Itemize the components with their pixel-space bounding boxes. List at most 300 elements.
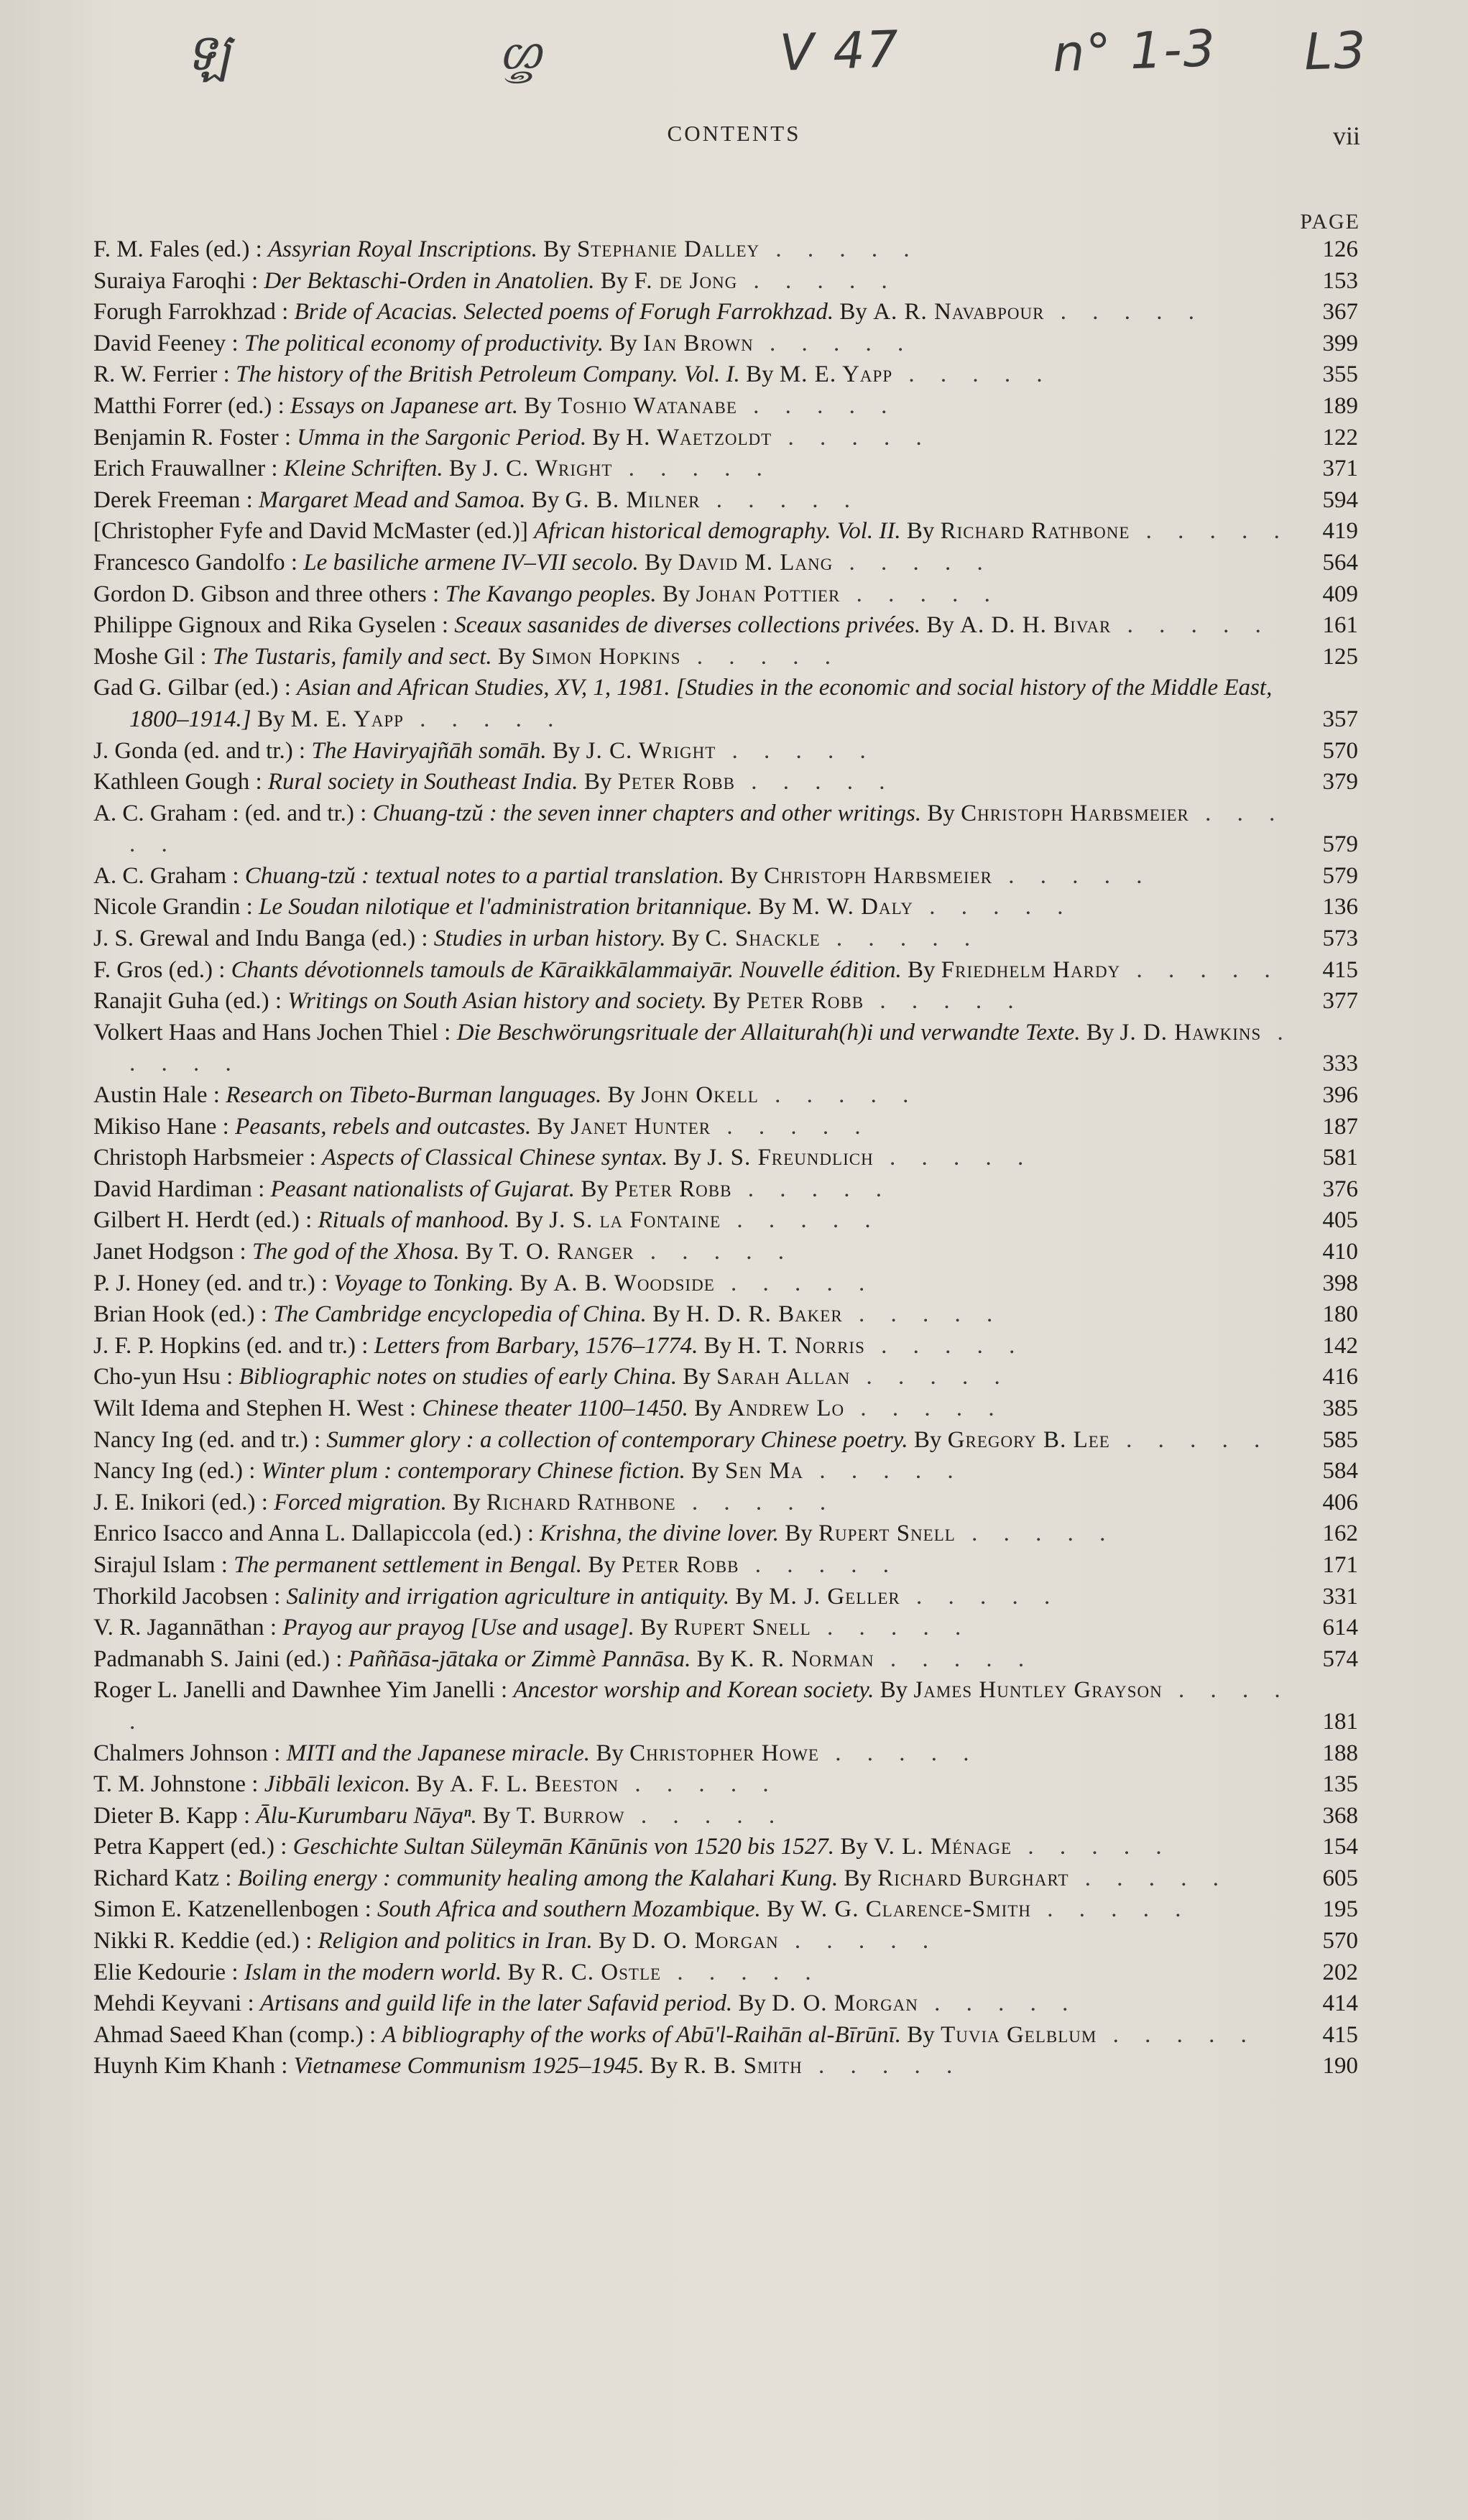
entry-reviewer: C. Shackle (705, 926, 821, 952)
entry-page-number: 416 (1322, 1364, 1358, 1390)
entry-reviewer: Sarah Allan (716, 1364, 851, 1390)
entry-author: David Hardiman : (93, 1176, 265, 1202)
entry-text (93, 1518, 1301, 1550)
entry-reviewer: Ian Brown (642, 330, 754, 356)
entry-reviewer: W. G. Clarence-Smith (800, 1896, 1031, 1923)
entry-text (93, 955, 1301, 987)
leader-dots: . . . . . (864, 988, 1024, 1015)
entry-text (93, 1205, 1301, 1237)
entry-reviewer: J. C. Wright (586, 737, 716, 764)
leader-dots: . . . . . (900, 1583, 1061, 1610)
entry-text (93, 1456, 1301, 1487)
entry-title: Salinity and irrigation agriculture in antiquity. (286, 1583, 730, 1610)
entry-reviewer: Toshio Watanabe (558, 392, 737, 419)
entry-page-number: 376 (1322, 1176, 1358, 1202)
contents-entry (93, 1582, 1358, 1613)
contents-entry (93, 1550, 1358, 1582)
entry-reviewer: Gregory B. Lee (947, 1426, 1110, 1453)
entry-text (93, 1425, 1301, 1457)
entry-author: Gordon D. Gibson and three others : (93, 581, 440, 607)
entry-text (93, 861, 1301, 892)
contents-entry (93, 1832, 1358, 1863)
entry-text (93, 892, 1301, 923)
entry-page-number: 605 (1322, 1865, 1358, 1891)
entry-page-number: 579 (1322, 831, 1358, 858)
leader-dots: . . . . . (129, 800, 1285, 858)
entry-by: By (927, 800, 955, 826)
contents-entry (93, 1769, 1358, 1801)
entry-reviewer: Sen Ma (724, 1458, 804, 1485)
leader-dots: . . . . . (1109, 1426, 1270, 1453)
leader-dots: . . . . . (913, 894, 1074, 920)
entry-reviewer: K. R. Norman (730, 1646, 874, 1672)
leader-dots: . . . . . (1111, 612, 1271, 639)
entry-reviewer: Richard Rathbone (486, 1489, 676, 1515)
entry-page-number: 331 (1322, 1583, 1358, 1610)
entry-text (93, 328, 1301, 360)
entry-page-number: 379 (1322, 769, 1358, 795)
entry-text (93, 1926, 1301, 1957)
handwritten-note-5: L3 (1303, 20, 1368, 82)
entry-reviewer: A. D. H. Bivar (960, 612, 1112, 639)
contents-entry (93, 391, 1358, 423)
entry-author: Philippe Gignoux and Rika Gyselen : (93, 612, 449, 639)
contents-entry (93, 548, 1358, 579)
entry-author: Padmanabh S. Jaini (ed.) : (93, 1646, 343, 1672)
entry-by: By (662, 581, 691, 607)
entry-text (93, 1362, 1301, 1393)
leader-dots: . . . . . (758, 1082, 919, 1109)
entry-reviewer: Richard Rathbone (940, 518, 1130, 545)
leader-dots: . . . . . (874, 1646, 1035, 1672)
leader-dots: . . . . . (711, 1113, 871, 1140)
entry-author: F. M. Fales (ed.) : (93, 236, 262, 262)
entry-title: Winter plum : contemporary Chinese fiction. (261, 1458, 685, 1485)
entry-author: Ahmad Saeed Khan (comp.) : (93, 2021, 377, 2048)
contents-entry (93, 1957, 1358, 1989)
page-number: vii (1332, 121, 1360, 150)
entry-page-number: 154 (1322, 1834, 1358, 1860)
contents-entry (93, 861, 1358, 892)
entry-by: By (583, 769, 612, 795)
entry-page-number: 142 (1322, 1332, 1358, 1359)
contents-entry (93, 1988, 1358, 2020)
contents-entry (93, 1675, 1358, 1737)
entry-text (93, 359, 1301, 391)
entry-author: J. F. P. Hopkins (ed. and tr.) : (93, 1332, 369, 1359)
entry-by: By (453, 1489, 481, 1515)
entry-title: Chuang-tzŭ : the seven inner chapters and other writings. (372, 800, 922, 826)
entry-text (93, 453, 1301, 485)
entry-title: Paññāsa-jātaka or Zimmè Pannāsa. (348, 1646, 691, 1672)
entry-text (93, 1331, 1301, 1362)
contents-entry (93, 1237, 1358, 1268)
entry-text (93, 767, 1301, 798)
entry-author: Elie Kedourie : (93, 1959, 239, 1985)
contents-entry (93, 453, 1358, 485)
contents-entry (93, 767, 1358, 798)
entry-author: Brian Hook (ed.) : (93, 1301, 267, 1328)
entry-title: Jibbāli lexicon. (264, 1771, 411, 1798)
contents-entry (93, 1518, 1358, 1550)
entry-page-number: 579 (1322, 862, 1358, 889)
handwritten-note-3: V 47 (778, 19, 901, 83)
entry-by: By (907, 2021, 935, 2048)
leader-dots: . . . . . (833, 549, 993, 576)
contents-entry (93, 923, 1358, 955)
entry-reviewer: J. S. la Fontaine (549, 1207, 721, 1234)
entry-title: Peasant nationalists of Gujarat. (270, 1176, 576, 1202)
entry-by: By (416, 1771, 444, 1798)
entry-reviewer: Rupert Snell (818, 1520, 956, 1547)
leader-dots: . . . . . (820, 926, 981, 952)
contents-entry (93, 1362, 1358, 1393)
entry-page-number: 564 (1322, 549, 1358, 576)
entry-page-number: 594 (1322, 486, 1358, 513)
leader-dots: . . . . . (403, 706, 564, 732)
entry-text (93, 1174, 1301, 1206)
entry-author: Enrico Isacco and Anna L. Dallapiccola (ed.) : (93, 1520, 534, 1547)
leader-dots: . . . . . (661, 1959, 821, 1985)
entry-author: Nancy Ing (ed.) : (93, 1458, 256, 1485)
entry-reviewer: Simon Hopkins (531, 643, 681, 670)
entry-by: By (746, 361, 774, 388)
entry-by: By (552, 737, 581, 764)
entry-page-number: 122 (1322, 424, 1358, 451)
entry-title: The god of the Xhosa. (251, 1239, 460, 1265)
contents-entry (93, 359, 1358, 391)
entry-text (93, 1237, 1301, 1268)
leader-dots: . . . . . (714, 1270, 875, 1296)
leader-dots: . . . . . (873, 1145, 1034, 1171)
entry-author: R. W. Ferrier : (93, 361, 230, 388)
entry-text (93, 986, 1301, 1017)
entry-by: By (448, 456, 477, 482)
entry-title: Ālu-Kurumbaru Nāyaⁿ. (256, 1802, 477, 1829)
entry-author: Roger L. Janelli and Dawnhee Yim Janelli : (93, 1677, 508, 1704)
leader-dots: . . . . . (772, 424, 932, 451)
leader-dots: . . . . . (1044, 299, 1204, 326)
contents-entry (93, 1299, 1358, 1331)
entry-text (93, 1738, 1301, 1770)
entry-page-number: 202 (1322, 1959, 1358, 1985)
entry-reviewer: V. L. Ménage (874, 1834, 1012, 1860)
entry-author: Christoph Harbsmeier : (93, 1145, 316, 1171)
entry-reviewer: Janet Hunter (571, 1113, 711, 1140)
entry-by: By (483, 1802, 511, 1829)
entry-title: Die Beschwörungsrituale der Allaiturah(h)i und verwandte Texte. (456, 1019, 1081, 1046)
contents-entry (93, 2020, 1358, 2051)
entry-page-number: 181 (1322, 1708, 1358, 1735)
entry-title: The Haviryajñāh somāh. (311, 737, 547, 764)
handwritten-note-1: ឡ (184, 22, 234, 83)
entry-page-number: 135 (1322, 1771, 1358, 1798)
contents-list (93, 234, 1358, 2082)
entry-reviewer: Peter Robb (614, 1176, 732, 1202)
entry-title: Boiling energy : community healing among the Kalahari Kung. (237, 1865, 839, 1891)
entry-author: J. Gonda (ed. and tr.) : (93, 737, 306, 764)
leader-dots: . . . . . (803, 1458, 964, 1485)
entry-author: A. C. Graham : (93, 862, 239, 889)
entry-page-number: 415 (1322, 956, 1358, 983)
entry-reviewer: James Huntley Grayson (913, 1677, 1163, 1704)
entry-reviewer: J. C. Wright (482, 456, 613, 482)
entry-by: By (543, 236, 571, 262)
leader-dots: . . . . . (811, 1615, 971, 1641)
entry-text (93, 423, 1301, 454)
entry-text (93, 579, 1301, 611)
entry-by: By (607, 1082, 636, 1109)
entry-author: Dieter B. Kapp : (93, 1802, 251, 1829)
entry-by: By (712, 988, 741, 1015)
contents-entry (93, 1393, 1358, 1425)
leader-dots: . . . . . (1012, 1834, 1172, 1860)
entry-reviewer: R. C. Ostle (541, 1959, 662, 1985)
entry-reviewer: M. E. Yapp (290, 706, 404, 732)
entry-text (93, 1268, 1301, 1300)
contents-entry (93, 297, 1358, 328)
entry-by: By (497, 643, 526, 670)
entry-by: By (839, 299, 867, 326)
entry-author: Wilt Idema and Stephen H. West : (93, 1395, 417, 1421)
entry-title: Studies in urban history. (433, 926, 666, 952)
entry-reviewer: J. D. Hawkins (1120, 1019, 1262, 1046)
entry-page-number: 415 (1322, 2021, 1358, 2048)
entry-by: By (844, 1865, 872, 1891)
contents-entry (93, 1017, 1358, 1080)
leader-dots: . . . . . (739, 1551, 899, 1578)
entry-page-number: 333 (1322, 1051, 1358, 1077)
entry-by: By (691, 1458, 719, 1485)
contents-entry (93, 1863, 1358, 1895)
entry-reviewer: F. de Jong (634, 267, 738, 294)
entry-reviewer: Stephanie Dalley (576, 236, 760, 262)
entry-author: Thorkild Jacobsen : (93, 1583, 281, 1610)
entry-title: Letters from Barbary, 1576–1774. (374, 1332, 698, 1359)
leader-dots: . . . . . (1068, 1865, 1229, 1891)
entry-reviewer: H. Waetzoldt (626, 424, 772, 451)
entry-text (93, 266, 1301, 297)
leader-dots: . . . . . (892, 361, 1053, 388)
entry-by: By (758, 894, 787, 920)
entry-text (93, 2020, 1301, 2051)
entry-reviewer: Christoph Harbsmeier (764, 862, 992, 889)
entry-page-number: 189 (1322, 392, 1358, 419)
leader-dots: . . . . . (129, 1019, 1293, 1077)
leader-dots: . . . . . (802, 2053, 963, 2080)
entry-page-number: 195 (1322, 1896, 1358, 1923)
entry-by: By (696, 1646, 725, 1672)
entry-page-number: 570 (1322, 1928, 1358, 1954)
leader-dots: . . . . . (734, 769, 895, 795)
entry-author: Gad G. Gilbar (ed.) : (93, 675, 291, 701)
entry-text (93, 548, 1301, 579)
entry-text (93, 516, 1301, 548)
entry-text (93, 798, 1301, 861)
entry-author: Moshe Gil : (93, 643, 207, 670)
entry-by: By (907, 956, 936, 983)
entry-author: Suraiya Faroqhi : (93, 267, 259, 294)
entry-title: Le Soudan nilotique et l'administration britannique. (259, 894, 753, 920)
entry-author: A. C. Graham : (ed. and tr.) : (93, 800, 367, 826)
leader-dots: . . . . . (918, 1990, 1079, 2017)
entry-text (93, 1550, 1301, 1582)
entry-by: By (609, 330, 637, 356)
page-column-heading: PAGE (1300, 210, 1360, 234)
contents-entry (93, 485, 1358, 517)
entry-reviewer: M. J. Geller (769, 1583, 900, 1610)
entry-page-number: 396 (1322, 1082, 1358, 1109)
entry-title: Prayog aur prayog [Use and usage]. (282, 1615, 634, 1641)
entry-text (93, 673, 1301, 735)
entry-author: Francesco Gandolfo : (93, 549, 298, 576)
entry-text (93, 923, 1301, 955)
entry-author: David Feeney : (93, 330, 239, 356)
entry-title: Chinese theater 1100–1450. (422, 1395, 688, 1421)
entry-title: The permanent settlement in Bengal. (234, 1551, 583, 1578)
entry-author: Cho-yun Hsu : (93, 1364, 234, 1390)
leader-dots: . . . . . (818, 1740, 979, 1766)
entry-reviewer: M. W. Daly (792, 894, 913, 920)
entry-page-number: 405 (1322, 1207, 1358, 1234)
leader-dots: . . . . . (992, 862, 1153, 889)
entry-page-number: 136 (1322, 894, 1358, 920)
entry-title: Ancestor worship and Korean society. (513, 1677, 874, 1704)
entry-reviewer: Richard Burghart (877, 1865, 1069, 1891)
entry-title: The political economy of productivity. (244, 330, 604, 356)
entry-page-number: 187 (1322, 1113, 1358, 1140)
contents-entry (93, 986, 1358, 1017)
entry-page-number: 161 (1322, 612, 1358, 639)
entry-by: By (531, 486, 560, 513)
entry-page-number: 188 (1322, 1740, 1358, 1766)
entry-author: Erich Frauwallner : (93, 456, 278, 482)
contents-entry (93, 1926, 1358, 1957)
entry-by: By (1086, 1019, 1114, 1046)
entry-reviewer: T. O. Ranger (499, 1239, 634, 1265)
entry-title: Assyrian Royal Inscriptions. (268, 236, 537, 262)
contents-entry (93, 642, 1358, 673)
entry-author: Mikiso Hane : (93, 1113, 229, 1140)
entry-title: The Tustaris, family and sect. (212, 643, 492, 670)
entry-by: By (926, 612, 954, 639)
entry-text (93, 485, 1301, 517)
leader-dots: . . . . . (716, 737, 876, 764)
entry-by: By (671, 926, 700, 952)
entry-page-number: 377 (1322, 988, 1358, 1015)
entry-title: Writings on South Asian history and society. (287, 988, 707, 1015)
contents-entry (93, 1425, 1358, 1457)
entry-author: Nancy Ing (ed. and tr.) : (93, 1426, 321, 1453)
leader-dots: . . . . . (731, 1176, 892, 1202)
entry-reviewer: R. B. Smith (683, 2053, 803, 2080)
entry-by: By (640, 1615, 668, 1641)
entry-by: By (652, 1301, 680, 1328)
entry-by: By (673, 1145, 701, 1171)
entry-page-number: 399 (1322, 330, 1358, 356)
leader-dots: . . . . . (675, 1489, 836, 1515)
entry-page-number: 584 (1322, 1458, 1358, 1485)
entry-page-number: 355 (1322, 361, 1358, 388)
leader-dots: . . . . . (1097, 2021, 1257, 2048)
entry-title: Krishna, the divine lover. (540, 1520, 779, 1547)
entry-reviewer: David M. Lang (678, 549, 834, 576)
entry-by: By (537, 1113, 565, 1140)
entry-title: Le basiliche armene IV–VII secolo. (303, 549, 639, 576)
entry-text (93, 1801, 1301, 1832)
contents-entry (93, 1268, 1358, 1300)
handwritten-note-4: n° 1-3 (1051, 19, 1218, 83)
contents-entry (93, 673, 1358, 735)
entry-title: Aspects of Classical Chinese syntax. (322, 1145, 668, 1171)
entry-author: J. E. Inikori (ed.) : (93, 1489, 268, 1515)
contents-entry (93, 892, 1358, 923)
entry-title: The Cambridge encyclopedia of China. (273, 1301, 647, 1328)
entry-text (93, 1988, 1301, 2020)
entry-by: By (840, 1834, 868, 1860)
entry-title: South Africa and southern Mozambique. (377, 1896, 761, 1923)
entry-reviewer: Christopher Howe (629, 1740, 819, 1766)
entry-by: By (735, 1583, 763, 1610)
entry-reviewer: H. T. Norris (737, 1332, 865, 1359)
contents-entry (93, 579, 1358, 611)
entry-text (93, 1299, 1301, 1331)
entry-reviewer: D. O. Morgan (632, 1928, 779, 1954)
leader-dots: . . . . . (840, 581, 1000, 607)
entry-title: Islam in the modern world. (244, 1959, 502, 1985)
leader-dots: . . . . . (737, 267, 897, 294)
entry-author: Richard Katz : (93, 1865, 232, 1891)
contents-entry (93, 1801, 1358, 1832)
leader-dots: . . . . . (864, 1332, 1025, 1359)
leader-dots: . . . . . (1030, 1896, 1191, 1923)
contents-entry (93, 798, 1358, 861)
entry-page-number: 385 (1322, 1395, 1358, 1421)
entry-text (93, 2051, 1301, 2082)
entry-by: By (581, 1176, 609, 1202)
entry-title: Rituals of manhood. (318, 1207, 510, 1234)
leader-dots: . . . . . (612, 456, 772, 482)
contents-entry (93, 1644, 1358, 1676)
entry-title: Summer glory : a collection of contemporary Chinese poetry. (326, 1426, 908, 1453)
entry-title: Umma in the Sargonic Period. (297, 424, 587, 451)
entry-author: [Christopher Fyfe and David McMaster (ed.)] (93, 518, 528, 545)
entry-by: By (592, 424, 620, 451)
contents-entry (93, 2051, 1358, 2082)
entry-by: By (507, 1959, 536, 1985)
entry-text (93, 1832, 1301, 1863)
entry-page-number: 171 (1322, 1551, 1358, 1578)
entry-page-number: 357 (1322, 706, 1358, 732)
entry-author: Ranajit Guha (ed.) : (93, 988, 282, 1015)
entry-author: Nikki R. Keddie (ed.) : (93, 1928, 313, 1954)
leader-dots: . . . . . (850, 1364, 1010, 1390)
entry-title: Vietnamese Communism 1925–1945. (293, 2053, 645, 2080)
entry-text (93, 1582, 1301, 1613)
entry-text (93, 1143, 1301, 1174)
entry-title: Voyage to Tonking. (333, 1270, 514, 1296)
entry-text (93, 234, 1301, 266)
entry-page-number: 367 (1322, 299, 1358, 326)
contents-entry (93, 266, 1358, 297)
leader-dots: . . . . . (778, 1928, 939, 1954)
leader-dots: . . . . . (1130, 518, 1290, 545)
entry-title: Artisans and guild life in the later Safavid period. (259, 1990, 733, 2017)
leader-dots: . . . . . (721, 1207, 881, 1234)
entry-text (93, 1393, 1301, 1425)
entry-page-number: 371 (1322, 456, 1358, 482)
entry-page-number: 180 (1322, 1301, 1358, 1328)
